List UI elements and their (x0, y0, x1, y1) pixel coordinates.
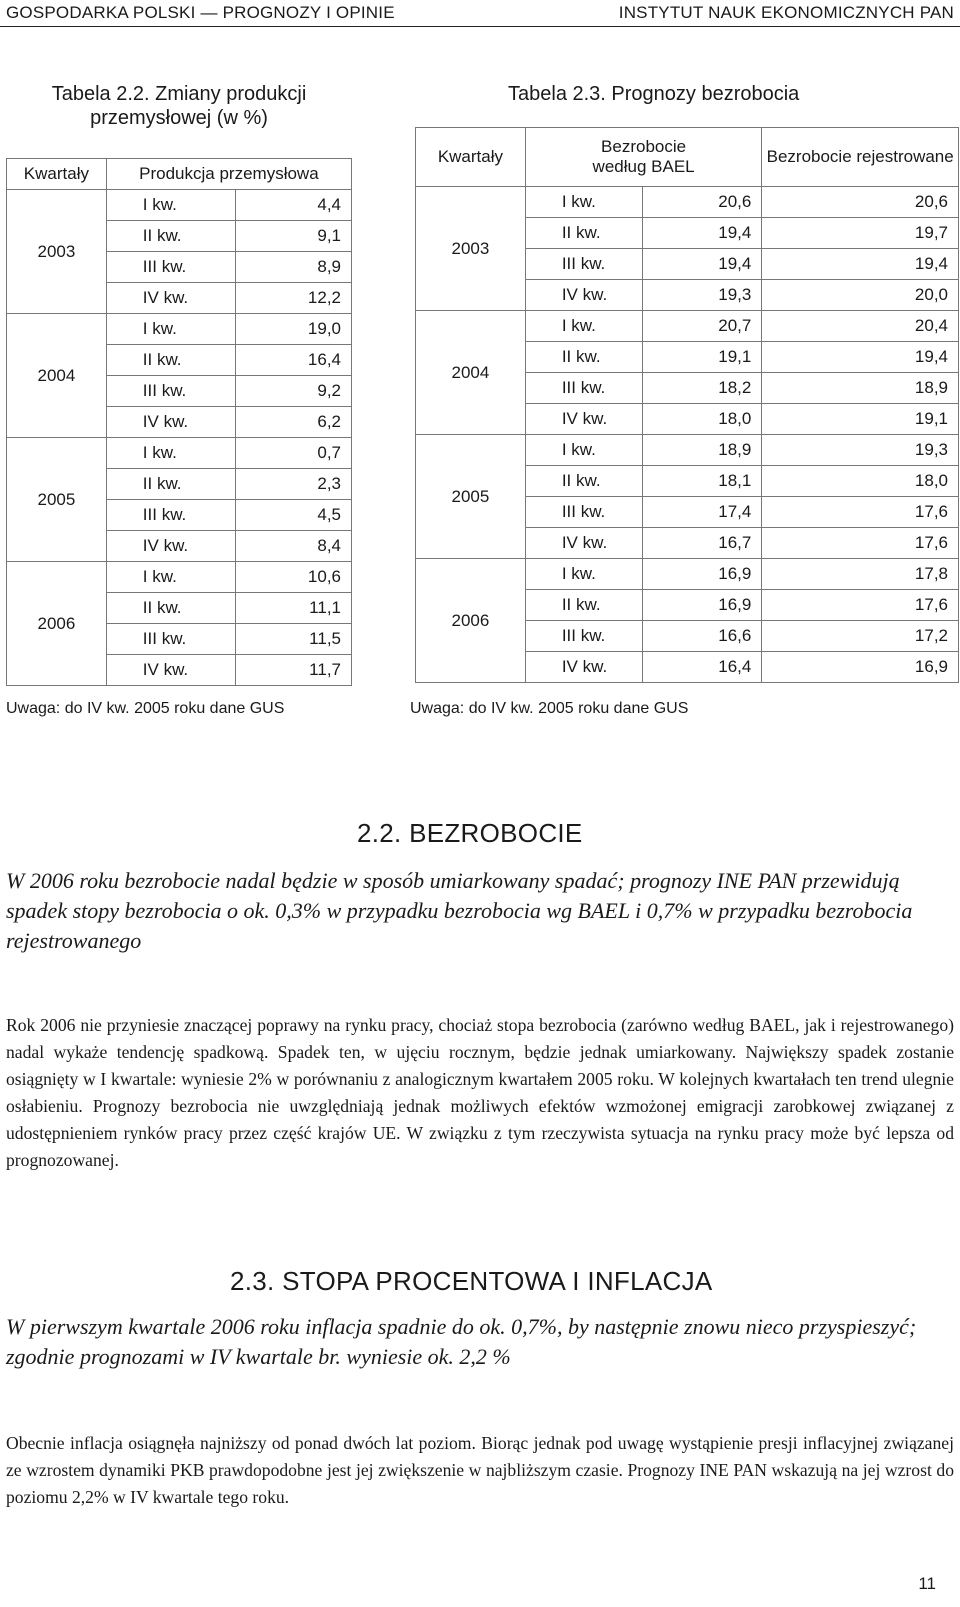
year-cell: 2006 (7, 562, 107, 686)
table-row (7, 438, 352, 469)
bael-value-cell: 16,9 (642, 559, 762, 590)
quarter-cell: II kw. (106, 469, 236, 500)
bael-value-cell: 18,9 (642, 435, 762, 466)
quarter-cell: IV kw. (525, 280, 642, 311)
table-row (416, 435, 959, 466)
bael-value-cell: 19,1 (642, 342, 762, 373)
value-cell: 4,5 (236, 500, 352, 531)
quarter-cell: I kw. (525, 187, 642, 218)
bael-value-cell: 19,4 (642, 249, 762, 280)
section-2-3-body: Obecnie inflacja osiągnęła najniższy od ponad dwóch lat poziom. Biorąc jednak pod uwagę wystąpienie presji inflacyjnej związanej ze wzrostem dynamiki PKB prawdopodobne jest jej zwiększenie w najbliższym czasie. Prognozy INE PAN wskazują na jej wzrost do poziomu 2,2% w IV kwartale tego roku. (6, 1433, 954, 1507)
value-cell: 8,9 (236, 252, 352, 283)
table-2-2-caption (6, 82, 352, 130)
quarter-cell: IV kw. (106, 407, 236, 438)
value-cell: 11,1 (236, 593, 352, 624)
value-cell: 16,4 (236, 345, 352, 376)
year-cell: 2003 (416, 187, 526, 311)
registered-value-cell: 19,7 (762, 218, 959, 249)
quarter-cell: II kw. (525, 218, 642, 249)
table-header-row (7, 159, 352, 190)
running-header-right: INSTYTUT NAUK EKONOMICZNYCH PAN (618, 3, 954, 22)
registered-value-cell: 16,9 (762, 652, 959, 683)
value-cell: 2,3 (236, 469, 352, 500)
year-cell: 2004 (416, 311, 526, 435)
value-cell: 11,5 (236, 624, 352, 655)
page-number: 11 (918, 1574, 936, 1593)
quarter-cell: III kw. (106, 500, 236, 531)
registered-value-cell: 19,4 (762, 342, 959, 373)
bael-value-cell: 16,4 (642, 652, 762, 683)
value-cell: 9,2 (236, 376, 352, 407)
quarter-cell: II kw. (525, 342, 642, 373)
running-header (6, 0, 954, 26)
quarter-cell: IV kw. (525, 652, 642, 683)
quarter-cell: II kw. (525, 466, 642, 497)
registered-value-cell: 17,6 (762, 528, 959, 559)
quarter-cell: IV kw. (525, 404, 642, 435)
value-cell: 19,0 (236, 314, 352, 345)
quarter-cell: I kw. (106, 314, 236, 345)
table-2-2 (6, 158, 352, 686)
value-cell: 4,4 (236, 190, 352, 221)
quarter-cell: I kw. (106, 190, 236, 221)
quarter-cell: III kw. (106, 252, 236, 283)
caption-line-1: Tabela 2.2. Zmiany produkcji (51, 83, 307, 105)
quarter-cell: III kw. (525, 621, 642, 652)
quarter-cell: II kw. (106, 345, 236, 376)
year-cell: 2005 (416, 435, 526, 559)
value-cell: 6,2 (236, 407, 352, 438)
quarter-cell: IV kw. (525, 528, 642, 559)
section-2-2-title: 2.2. BEZROBOCIE (357, 818, 583, 848)
bael-value-cell: 18,2 (642, 373, 762, 404)
quarter-cell: II kw. (525, 590, 642, 621)
value-cell: 8,4 (236, 531, 352, 562)
registered-value-cell: 17,6 (762, 497, 959, 528)
year-cell: 2003 (7, 190, 107, 314)
table-row (416, 187, 959, 218)
registered-value-cell: 17,2 (762, 621, 959, 652)
table-2-3-note: Uwaga: do IV kw. 2005 roku dane GUS (410, 700, 689, 717)
bael-value-cell: 16,6 (642, 621, 762, 652)
table-row (416, 311, 959, 342)
bael-value-cell: 18,1 (642, 466, 762, 497)
quarter-cell: I kw. (525, 311, 642, 342)
bael-value-cell: 19,3 (642, 280, 762, 311)
quarter-cell: I kw. (106, 562, 236, 593)
header-quarters: Kwartały (7, 159, 107, 190)
registered-value-cell: 18,0 (762, 466, 959, 497)
quarter-cell: III kw. (106, 376, 236, 407)
table-row (7, 562, 352, 593)
table-row (416, 559, 959, 590)
value-cell: 12,2 (236, 283, 352, 314)
registered-value-cell: 17,6 (762, 590, 959, 621)
registered-value-cell: 18,9 (762, 373, 959, 404)
quarter-cell: III kw. (525, 497, 642, 528)
quarter-cell: IV kw. (106, 531, 236, 562)
table-row (7, 314, 352, 345)
value-cell: 10,6 (236, 562, 352, 593)
bael-value-cell: 20,7 (642, 311, 762, 342)
section-2-2-body: Rok 2006 nie przyniesie znaczącej poprawy na rynku pracy, chociaż stopa bezrobocia (zarówno według BAEL, jak i rejestrowanego) nadal wykaże tendencję spadkową. Spadek ten, w ujęciu rocznym, będzie jednak umiarkowany. Największy spadek zostanie osiągnięty w I kwartale: wyniesie 2% w porównaniu z analogicznym kwartałem 2005 roku. W kolejnych kwartałach ten trend ulegnie osłabieniu. Prognozy bezrobocia nie uwzględniają jednak możliwych efektów wzmożonej emigracji zarobkowej związanej z udostępnieniem rynków pracy przez część krajów UE. W związku z tym rzeczywista sytuacja na rynku pracy może być lepsza od prognozowanej. (6, 1015, 954, 1170)
bael-value-cell: 20,6 (642, 187, 762, 218)
quarter-cell: III kw. (106, 624, 236, 655)
value-cell: 11,7 (236, 655, 352, 686)
value-cell: 9,1 (236, 221, 352, 252)
section-2-3-title: 2.3. STOPA PROCENTOWA I INFLACJA (230, 1266, 713, 1296)
year-cell: 2005 (7, 438, 107, 562)
header-production: Produkcja przemysłowa (106, 159, 351, 190)
table-2-2-note: Uwaga: do IV kw. 2005 roku dane GUS (6, 700, 285, 717)
registered-value-cell: 19,1 (762, 404, 959, 435)
bael-value-cell: 19,4 (642, 218, 762, 249)
bael-value-cell: 16,9 (642, 590, 762, 621)
header-bael: Bezrobocie według BAEL (525, 128, 762, 187)
table-row (7, 190, 352, 221)
quarter-cell: III kw. (525, 249, 642, 280)
quarter-cell: IV kw. (106, 655, 236, 686)
bael-value-cell: 18,0 (642, 404, 762, 435)
section-2-3-lead: W pierwszym kwartale 2006 roku inflacja spadnie do ok. 0,7%, by następnie znowu nieco przyspieszyć; zgodnie prognozami w IV kwartale br. wyniesie ok. 2,2 % (6, 1314, 917, 1369)
bael-value-cell: 16,7 (642, 528, 762, 559)
quarter-cell: II kw. (106, 593, 236, 624)
registered-value-cell: 19,4 (762, 249, 959, 280)
year-cell: 2004 (7, 314, 107, 438)
registered-value-cell: 20,4 (762, 311, 959, 342)
registered-value-cell: 20,0 (762, 280, 959, 311)
quarter-cell: I kw. (525, 559, 642, 590)
quarter-cell: III kw. (525, 373, 642, 404)
running-header-left: GOSPODARKA POLSKI — PROGNOZY I OPINIE (6, 3, 395, 22)
registered-value-cell: 19,3 (762, 435, 959, 466)
table-header-row (416, 128, 959, 187)
registered-value-cell: 17,8 (762, 559, 959, 590)
quarter-cell: I kw. (106, 438, 236, 469)
table-2-3-caption: Tabela 2.3. Prognozy bezrobocia (508, 83, 800, 105)
header-registered: Bezrobocie rejestrowane (762, 128, 959, 187)
value-cell: 0,7 (236, 438, 352, 469)
quarter-cell: I kw. (525, 435, 642, 466)
quarter-cell: IV kw. (106, 283, 236, 314)
section-2-2-lead: W 2006 roku bezrobocie nadal będzie w sposób umiarkowany spadać; prognozy INE PAN przewidują spadek stopy bezrobocia o ok. 0,3% w przypadku bezrobocia wg BAEL i 0,7% w przypadku bezrobocia rejestrowanego (6, 868, 913, 953)
year-cell: 2006 (416, 559, 526, 683)
header-quarters: Kwartały (416, 128, 526, 187)
quarter-cell: II kw. (106, 221, 236, 252)
table-2-3 (415, 127, 959, 683)
bael-value-cell: 17,4 (642, 497, 762, 528)
registered-value-cell: 20,6 (762, 187, 959, 218)
caption-line-2: przemysłowej (w %) (90, 107, 268, 129)
header-rule (0, 26, 960, 27)
